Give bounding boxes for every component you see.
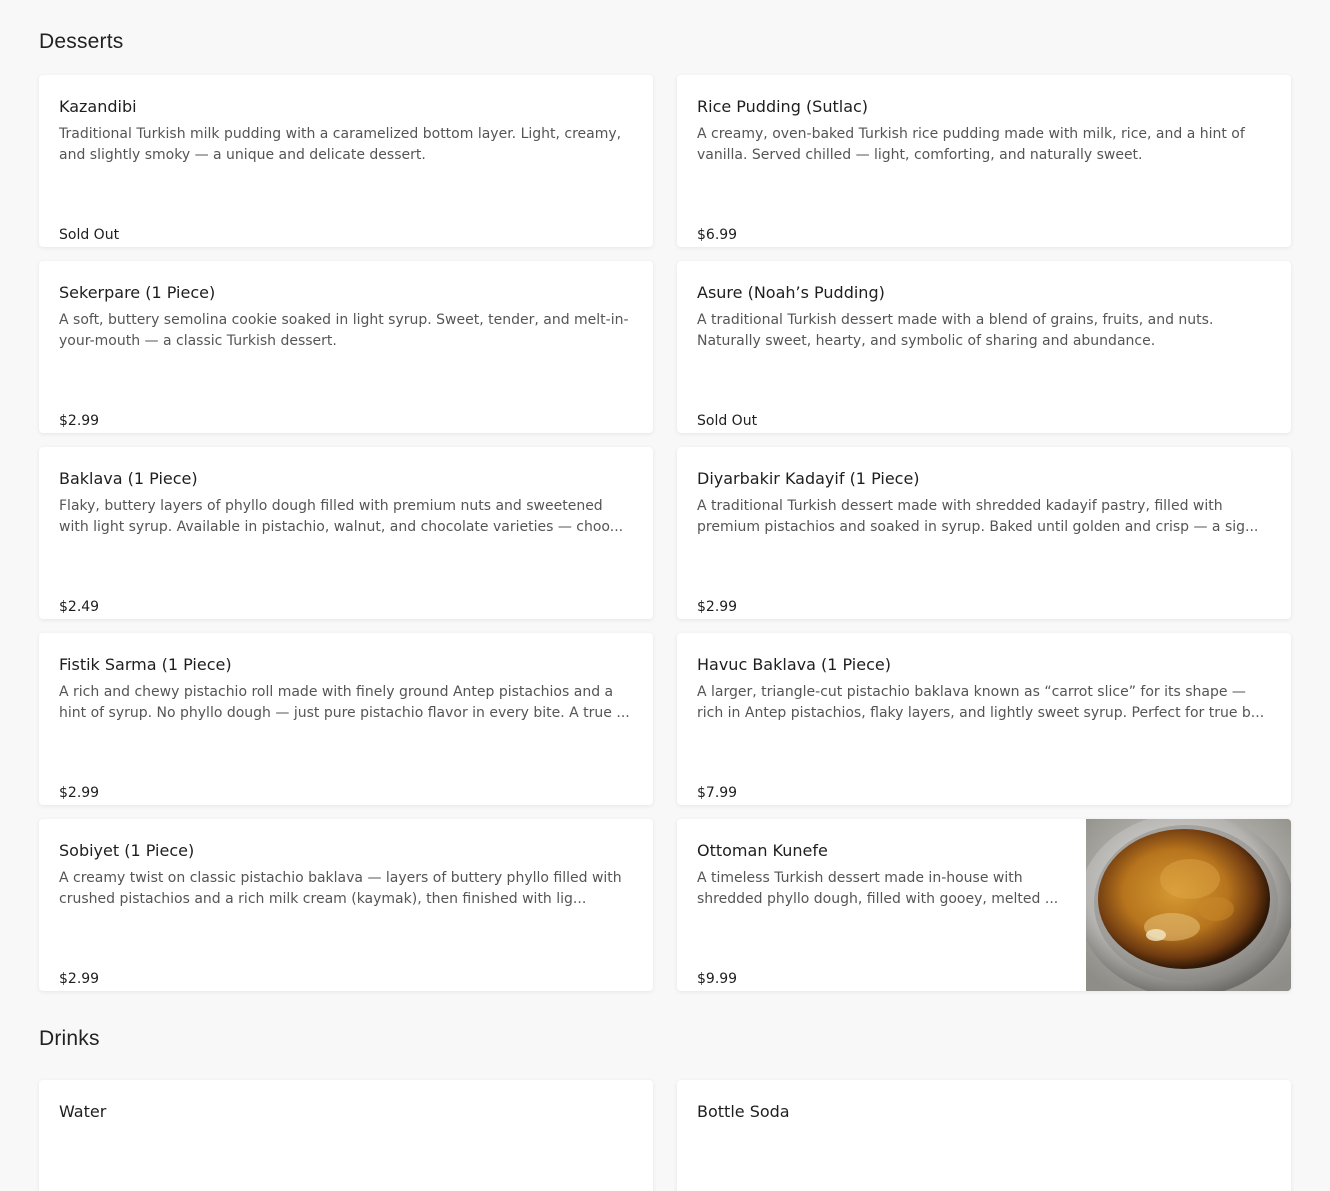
- item-description: Flaky, buttery layers of phyllo dough filled with premium nuts and sweetened with light syrup. Available in pistachio, walnut, and chocolate varieties — choo...: [59, 498, 624, 535]
- item-name: Fistik Sarma (1 Piece): [59, 655, 232, 674]
- item-description: A timeless Turkish dessert made in-house with shredded phyllo dough, filled with gooey, melted ...: [697, 870, 1059, 907]
- menu-item-card[interactable]: [39, 447, 653, 619]
- item-name: Diyarbakir Kadayif (1 Piece): [697, 469, 920, 488]
- item-description: A traditional Turkish dessert made with a blend of grains, fruits, and nuts. Naturally sweet, hearty, and symbolic of sharing and abundance.: [697, 312, 1214, 349]
- item-name: Asure (Noah’s Pudding): [697, 283, 885, 302]
- menu-item-card[interactable]: [677, 261, 1291, 433]
- item-price: $2.99: [59, 413, 100, 429]
- item-description: A traditional Turkish dessert made with shredded kadayif pastry, filled with premium pistachios and soaked in syrup. Baked until golden and crisp — a sig...: [697, 498, 1259, 535]
- item-price: Sold Out: [697, 413, 758, 429]
- menu-item-card[interactable]: [677, 1080, 1291, 1191]
- item-price: $2.99: [59, 785, 100, 801]
- desserts-grid: [39, 75, 1291, 991]
- item-description: A creamy, oven-baked Turkish rice pudding made with milk, rice, and a hint of vanilla. Served chilled — light, comforting, and naturally sweet.: [697, 126, 1245, 163]
- item-name: Baklava (1 Piece): [59, 469, 198, 488]
- item-name: Water: [59, 1102, 107, 1121]
- menu-item-card[interactable]: [39, 261, 653, 433]
- item-name: Sekerpare (1 Piece): [59, 283, 216, 302]
- item-price: $7.99: [697, 785, 738, 801]
- kunefe-photo: [1086, 819, 1291, 991]
- item-name: Bottle Soda: [697, 1102, 790, 1121]
- menu-item-card[interactable]: [39, 75, 653, 247]
- item-price: $2.99: [59, 971, 100, 987]
- item-name: Kazandibi: [59, 97, 137, 116]
- item-price: $6.99: [697, 227, 738, 243]
- menu-item-card[interactable]: [677, 447, 1291, 619]
- item-price: $2.99: [697, 599, 738, 615]
- item-description: A creamy twist on classic pistachio baklava — layers of buttery phyllo filled with crushed pistachios and a rich milk cream (kaymak), then finished with lig...: [59, 870, 622, 907]
- item-name: Ottoman Kunefe: [697, 841, 828, 860]
- menu-item-card[interactable]: [677, 633, 1291, 805]
- section-title-desserts: Desserts: [39, 30, 124, 53]
- menu-item-card[interactable]: [677, 75, 1291, 247]
- item-description: A larger, triangle-cut pistachio baklava known as “carrot slice” for its shape — rich in Antep pistachios, flaky layers, and lightly sweet syrup. Perfect for true b...: [697, 684, 1265, 721]
- desserts-section: [39, 0, 1291, 991]
- item-price: $2.49: [59, 599, 100, 615]
- item-name: Havuc Baklava (1 Piece): [697, 655, 891, 674]
- menu-item-card[interactable]: [39, 819, 653, 991]
- item-name: Rice Pudding (Sutlac): [697, 97, 869, 116]
- item-price: $9.99: [697, 971, 738, 987]
- section-title-drinks: Drinks: [39, 1027, 100, 1050]
- item-description: A soft, buttery semolina cookie soaked in light syrup. Sweet, tender, and melt-in-your-mouth — a classic Turkish dessert.: [59, 312, 629, 349]
- item-name: Sobiyet (1 Piece): [59, 841, 195, 860]
- menu-item-card[interactable]: [677, 819, 1291, 991]
- menu-item-card[interactable]: [39, 633, 653, 805]
- item-description: Traditional Turkish milk pudding with a caramelized bottom layer. Light, creamy, and slightly smoky — a unique and delicate dessert.: [59, 126, 622, 163]
- menu-item-card[interactable]: [39, 1080, 653, 1191]
- item-description: A rich and chewy pistachio roll made with finely ground Antep pistachios and a hint of syrup. No phyllo dough — just pure pistachio flavor in every bite. A true ...: [59, 684, 630, 721]
- drinks-section: [39, 1027, 1291, 1191]
- item-price: Sold Out: [59, 227, 120, 243]
- drinks-grid: [39, 1080, 1291, 1191]
